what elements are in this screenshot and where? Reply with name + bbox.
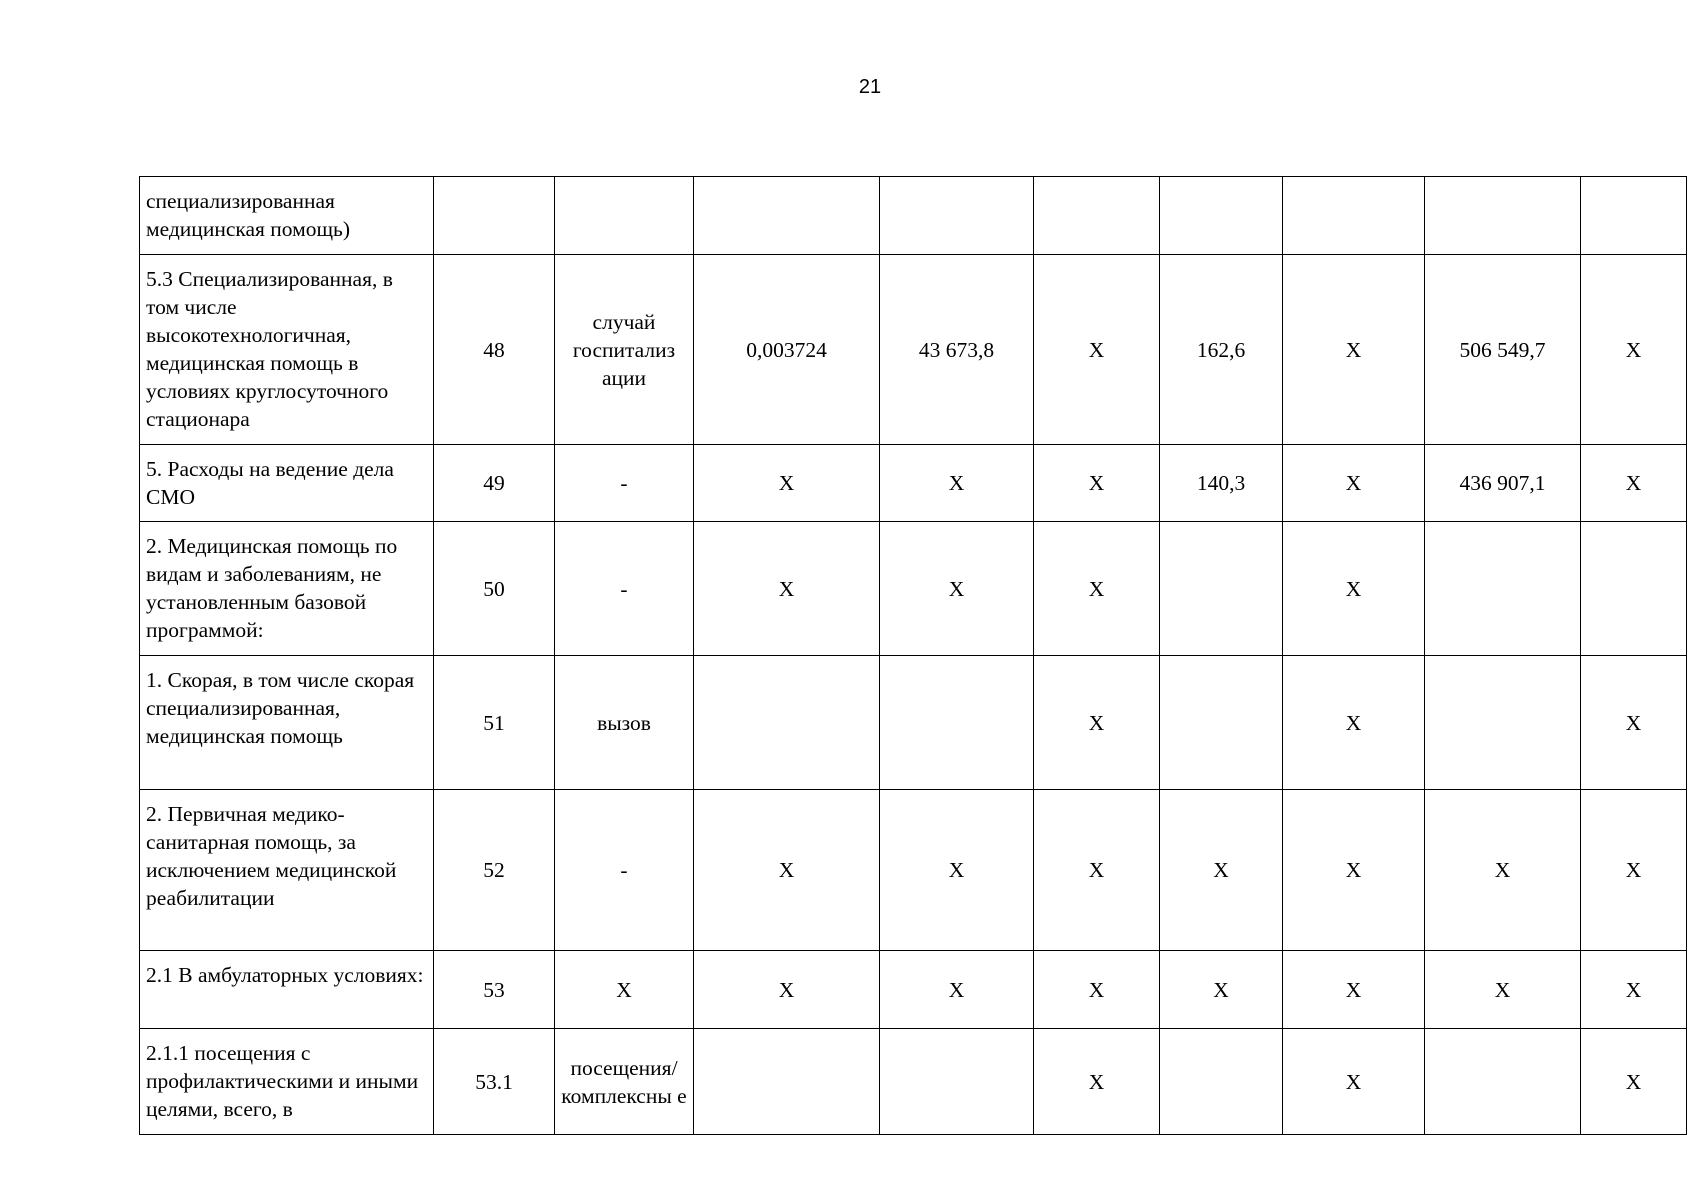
value-cell: X xyxy=(1034,445,1160,522)
value-cell: X xyxy=(1283,1029,1425,1135)
unit-cell: случай госпитализ ации xyxy=(555,255,694,445)
table-row xyxy=(140,656,1687,790)
table-row xyxy=(140,445,1687,522)
row-number-cell: 48 xyxy=(434,255,555,445)
value-cell: X xyxy=(694,951,880,1029)
value-cell xyxy=(1581,522,1687,656)
data-table xyxy=(139,176,1687,1135)
row-name-cell: 2.1.1 посещения с профилактическими и иными целями, всего, в xyxy=(140,1029,434,1135)
value-cell xyxy=(1034,177,1160,255)
value-cell: X xyxy=(1581,1029,1687,1135)
row-name-cell: 5.3 Специализированная, в том числе высокотехнологичная, медицинская помощь в условиях круглосуточного стационара xyxy=(140,255,434,445)
row-number-cell: 53 xyxy=(434,951,555,1029)
unit-cell: - xyxy=(555,445,694,522)
row-name-cell: 2. Медицинская помощь по видам и заболеваниям, не установленным базовой программой: xyxy=(140,522,434,656)
value-cell xyxy=(880,177,1034,255)
unit-cell: посещения/ комплексны е xyxy=(555,1029,694,1135)
value-cell: 436 907,1 xyxy=(1425,445,1581,522)
unit-cell: - xyxy=(555,522,694,656)
value-cell: X xyxy=(1160,951,1283,1029)
value-cell: X xyxy=(1034,790,1160,951)
table-row xyxy=(140,951,1687,1029)
value-cell xyxy=(880,656,1034,790)
value-cell: X xyxy=(1425,790,1581,951)
value-cell xyxy=(1160,656,1283,790)
value-cell: X xyxy=(880,951,1034,1029)
value-cell: X xyxy=(1160,790,1283,951)
value-cell: X xyxy=(1581,255,1687,445)
value-cell: X xyxy=(1283,951,1425,1029)
value-cell xyxy=(1160,1029,1283,1135)
table-row xyxy=(140,177,1687,255)
row-number-cell: 49 xyxy=(434,445,555,522)
value-cell: X xyxy=(694,790,880,951)
row-name-cell: 5. Расходы на ведение дела СМО xyxy=(140,445,434,522)
row-name-cell: специализированная медицинская помощь) xyxy=(140,177,434,255)
value-cell: X xyxy=(1581,951,1687,1029)
value-cell: X xyxy=(1425,951,1581,1029)
value-cell: X xyxy=(1283,656,1425,790)
value-cell: 506 549,7 xyxy=(1425,255,1581,445)
value-cell: X xyxy=(1581,790,1687,951)
unit-cell xyxy=(555,177,694,255)
value-cell: X xyxy=(880,522,1034,656)
value-cell: X xyxy=(1034,656,1160,790)
value-cell: X xyxy=(694,445,880,522)
value-cell xyxy=(1581,177,1687,255)
value-cell xyxy=(694,177,880,255)
value-cell: X xyxy=(1581,656,1687,790)
page-number: 21 xyxy=(858,76,882,98)
value-cell: X xyxy=(1034,255,1160,445)
table-row xyxy=(140,790,1687,951)
value-cell xyxy=(1425,177,1581,255)
value-cell: X xyxy=(1283,790,1425,951)
value-cell: X xyxy=(880,445,1034,522)
value-cell xyxy=(1425,656,1581,790)
table-row xyxy=(140,255,1687,445)
unit-cell: вызов xyxy=(555,656,694,790)
value-cell: 43 673,8 xyxy=(880,255,1034,445)
value-cell: X xyxy=(1283,445,1425,522)
value-cell: X xyxy=(1283,522,1425,656)
table-row xyxy=(140,1029,1687,1135)
value-cell xyxy=(694,1029,880,1135)
value-cell: X xyxy=(1034,522,1160,656)
value-cell: X xyxy=(694,522,880,656)
value-cell xyxy=(1283,177,1425,255)
value-cell xyxy=(1160,522,1283,656)
value-cell: X xyxy=(1034,951,1160,1029)
row-number-cell: 50 xyxy=(434,522,555,656)
value-cell: 140,3 xyxy=(1160,445,1283,522)
value-cell: 162,6 xyxy=(1160,255,1283,445)
row-name-cell: 2.1 В амбулаторных условиях: xyxy=(140,951,434,1029)
value-cell: X xyxy=(1283,255,1425,445)
value-cell: X xyxy=(1581,445,1687,522)
value-cell xyxy=(694,656,880,790)
value-cell xyxy=(1425,522,1581,656)
row-number-cell: 53.1 xyxy=(434,1029,555,1135)
value-cell xyxy=(1425,1029,1581,1135)
row-number-cell xyxy=(434,177,555,255)
row-name-cell: 1. Скорая, в том числе скорая специализированная, медицинская помощь xyxy=(140,656,434,790)
value-cell: X xyxy=(1034,1029,1160,1135)
value-cell: X xyxy=(880,790,1034,951)
value-cell: 0,003724 xyxy=(694,255,880,445)
row-number-cell: 51 xyxy=(434,656,555,790)
value-cell xyxy=(880,1029,1034,1135)
value-cell xyxy=(1160,177,1283,255)
unit-cell: X xyxy=(555,951,694,1029)
unit-cell: - xyxy=(555,790,694,951)
table-row xyxy=(140,522,1687,656)
row-name-cell: 2. Первичная медико-санитарная помощь, за исключением медицинской реабилитации xyxy=(140,790,434,951)
row-number-cell: 52 xyxy=(434,790,555,951)
